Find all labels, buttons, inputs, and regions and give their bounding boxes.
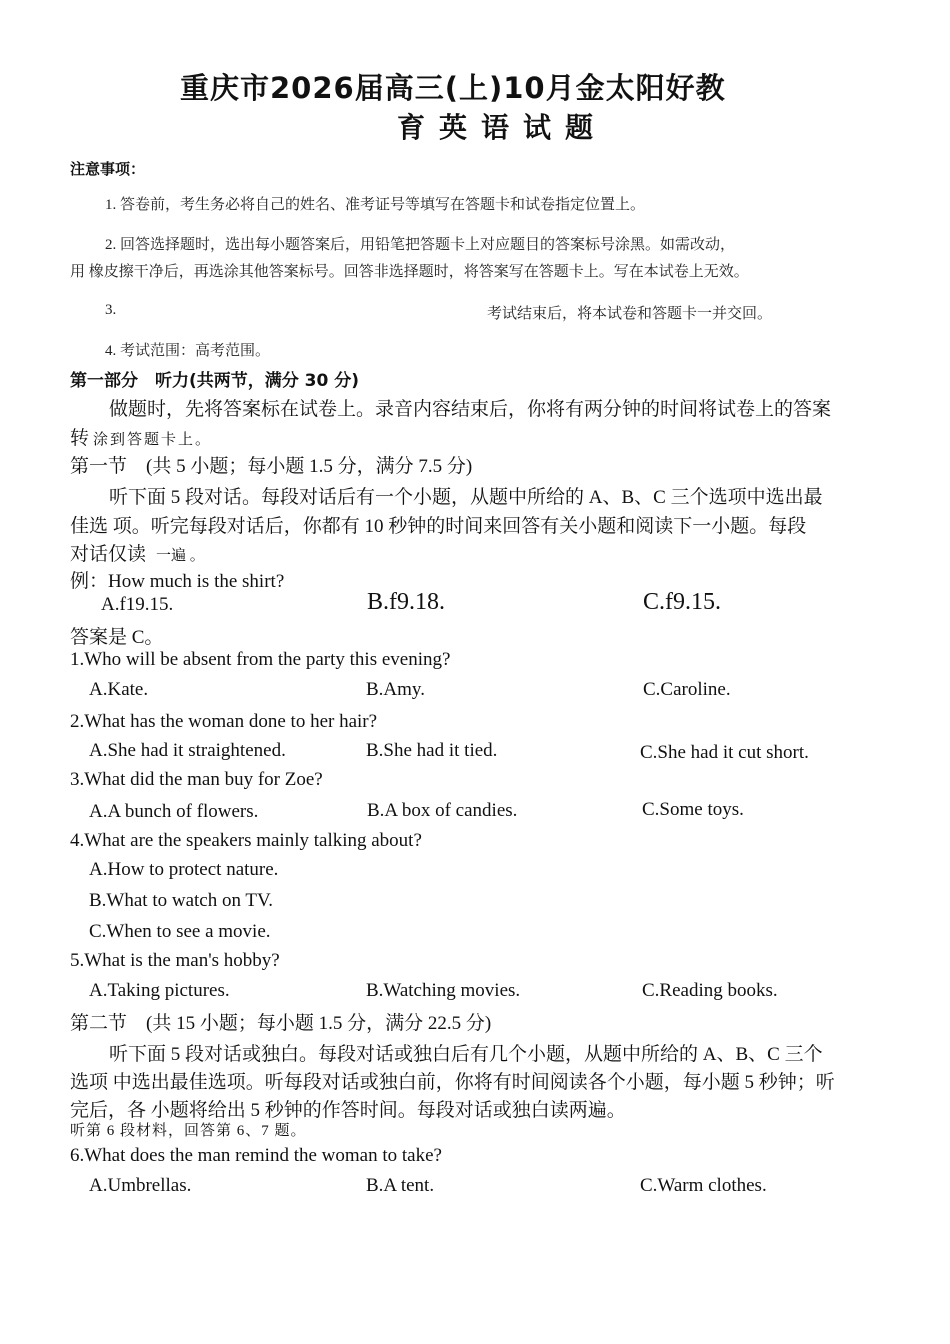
- question-2: 2.What has the woman done to her hair?: [70, 711, 378, 732]
- part1-instruction-word: 转: [70, 428, 90, 449]
- question-4-option-b: B.What to watch on TV.: [89, 890, 273, 911]
- example-option-b: B.f9.18.: [367, 589, 445, 615]
- notice-item-3-number: 3.: [105, 302, 117, 318]
- question-4-option-c: C.When to see a movie.: [89, 921, 271, 942]
- question-3-option-c: C.Some toys.: [642, 799, 744, 820]
- question-6: 6.What does the man remind the woman to take?: [70, 1145, 442, 1166]
- section1-heading: 第一节 (共 5 小题；每小题 1.5 分，满分 7.5 分): [70, 456, 473, 477]
- question-3-option-b: B.A box of candies.: [367, 800, 518, 821]
- question-3-option-a: A.A bunch of flowers.: [89, 801, 259, 822]
- part1-instruction-rest: 涂到答题卡上。: [93, 432, 213, 448]
- question-6-option-c: C.Warm clothes.: [640, 1175, 767, 1196]
- example-answer: 答案是 C。: [70, 627, 164, 648]
- part1-instruction-line2: [70, 423, 212, 450]
- section1-instruction-small: 一遍 。: [156, 548, 205, 564]
- question-1-option-b: B.Amy.: [366, 679, 425, 700]
- notice-item-3-text: 考试结束后，将本试卷和答题卡一并交回。: [487, 306, 773, 322]
- question-1: 1.Who will be absent from the party this evening?: [70, 649, 451, 670]
- exam-title-line2: 育英语试题: [397, 111, 608, 144]
- section1-instruction-line3: [70, 539, 205, 566]
- example-question: 例：How much is the shirt?: [70, 571, 285, 592]
- question-5-option-a: A.Taking pictures.: [89, 980, 230, 1001]
- section2-heading: 第二节 (共 15 小题；每小题 1.5 分，满分 22.5 分): [70, 1013, 492, 1034]
- section1-instruction-line1: 听下面 5 段对话。每段对话后有一个小题，从题中所给的 A、B、C 三个选项中选出最: [109, 487, 823, 508]
- question-2-option-b: B.She had it tied.: [366, 740, 498, 761]
- example-option-c: C.f9.15.: [643, 589, 721, 615]
- part1-heading: 第一部分 听力(共两节，满分 30 分): [70, 371, 360, 391]
- question-1-option-c: C.Caroline.: [643, 679, 731, 700]
- section2-instruction-line3: 完后，各 小题将给出 5 秒钟的作答时间。每段对话或独白读两遍。: [70, 1100, 626, 1121]
- question-3: 3.What did the man buy for Zoe?: [70, 769, 323, 790]
- section2-instruction-line1: 听下面 5 段对话或独白。每段对话或独白后有几个小题，从题中所给的 A、B、C 三个: [109, 1044, 823, 1065]
- notice-heading: 注意事项：: [70, 160, 146, 178]
- notice-item-2-line1: 2. 回答选择题时，选出每小题答案后，用铅笔把答题卡上对应题目的答案标号涂黑。如需改动，: [105, 237, 736, 253]
- question-5: 5.What is the man's hobby?: [70, 950, 280, 971]
- question-2-option-a: A.She had it straightened.: [89, 740, 286, 761]
- section1-instruction-line2: 佳选 项。听完每段对话后，你都有 10 秒钟的时间来回答有关小题和阅读下一小题。每段: [70, 516, 807, 537]
- question-6-option-a: A.Umbrellas.: [89, 1175, 192, 1196]
- part1-instruction-line1: 做题时，先将答案标在试卷上。录音内容结束后，你将有两分钟的时间将试卷上的答案: [109, 399, 832, 420]
- notice-item-2-line2: 用 橡皮擦干净后，再选涂其他答案标号。回答非选择题时，将答案写在答题卡上。写在本试卷上无效。: [70, 264, 749, 280]
- exam-title-line1: 重庆市2026届高三(上)10月金太阳好教: [180, 71, 726, 105]
- question-4: 4.What are the speakers mainly talking about?: [70, 830, 422, 851]
- question-2-option-c: C.She had it cut short.: [640, 742, 809, 763]
- question-1-option-a: A.Kate.: [89, 679, 149, 700]
- notice-item-1: 1. 答卷前，考生务必将自己的姓名、准考证号等填写在答题卡和试卷指定位置上。: [105, 197, 646, 213]
- question-4-option-a: A.How to protect nature.: [89, 859, 279, 880]
- material-6-note: 听第 6 段材料，回答第 6、7 题。: [70, 1123, 307, 1139]
- notice-item-4: 4. 考试范围：高考范围。: [105, 343, 271, 359]
- section2-instruction-line2: 选项 中选出最佳选项。听每段对话或独白前，你将有时间阅读各个小题，每小题 5 秒钟；听: [70, 1072, 835, 1093]
- question-5-option-b: B.Watching movies.: [366, 980, 521, 1001]
- question-5-option-c: C.Reading books.: [642, 980, 778, 1001]
- question-6-option-b: B.A tent.: [366, 1175, 435, 1196]
- section1-instruction-text: 对话仅读: [70, 544, 147, 565]
- example-option-a: A.f19.15.: [101, 594, 174, 615]
